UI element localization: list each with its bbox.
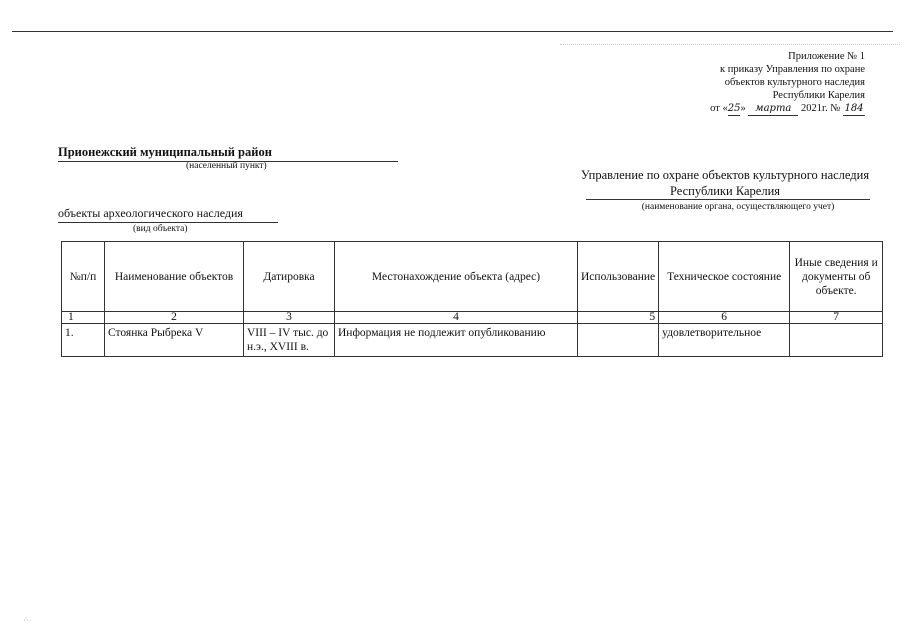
cell-dating: VIII – IV тыс. до н.э., XVIII в. — [244, 324, 335, 357]
col-number: 5 — [578, 312, 659, 324]
object-type: объекты археологического наследия — [58, 206, 278, 223]
appendix-order: к приказу Управления по охране — [720, 64, 865, 75]
org-underline — [586, 199, 870, 200]
cell-location: Информация не подлежит опубликованию — [335, 324, 578, 357]
col-number: 1 — [62, 312, 105, 324]
date-year: 2021г. № — [798, 103, 843, 114]
order-number: 184 — [844, 103, 864, 114]
header-num: №п/п — [62, 242, 105, 312]
objects-table — [61, 241, 883, 357]
org-name: Управление по охране объектов культурного наследия Республики Карелия — [580, 168, 870, 198]
col-number: 2 — [105, 312, 244, 324]
cell-condition: удовлетворительное — [659, 324, 790, 357]
date-month: марта — [748, 102, 798, 116]
object-type-caption: (вид объекта) — [133, 224, 188, 234]
date-day: 25 — [727, 103, 741, 114]
appendix-org-2: Республики Карелия — [772, 90, 865, 101]
appendix-block — [710, 50, 865, 116]
table-header-row — [62, 242, 883, 312]
col-number: 7 — [790, 312, 883, 324]
scan-mark: ∴ . — [24, 617, 31, 623]
org-caption: (наименование органа, осуществляющего учет) — [641, 202, 835, 212]
cell-num: 1. — [62, 324, 105, 357]
header-usage: Использование — [578, 242, 659, 312]
district-caption: (населенный пункт) — [186, 161, 267, 171]
district-name: Прионежский муниципальный район — [58, 145, 398, 162]
col-number: 4 — [335, 312, 578, 324]
table-row — [62, 324, 883, 357]
date-mid: » — [740, 103, 749, 114]
cell-name: Стоянка Рыбрека V — [105, 324, 244, 357]
header-location: Местонахождение объекта (адрес) — [335, 242, 578, 312]
scan-artifact — [560, 44, 900, 46]
appendix-org-1: объектов культурного наследия — [724, 77, 865, 88]
top-rule — [12, 31, 893, 32]
col-number: 3 — [244, 312, 335, 324]
appendix-date-line — [710, 102, 865, 116]
cell-other — [790, 324, 883, 357]
header-name: Наименование объектов — [105, 242, 244, 312]
cell-usage — [578, 324, 659, 357]
header-other: Иные сведения и документы об объекте. — [790, 242, 883, 312]
header-condition: Техническое состояние — [659, 242, 790, 312]
column-number-row — [62, 312, 883, 324]
date-prefix: от « — [710, 103, 728, 114]
col-number: 6 — [659, 312, 790, 324]
header-dating: Датировка — [244, 242, 335, 312]
appendix-title: Приложение № 1 — [788, 51, 865, 62]
